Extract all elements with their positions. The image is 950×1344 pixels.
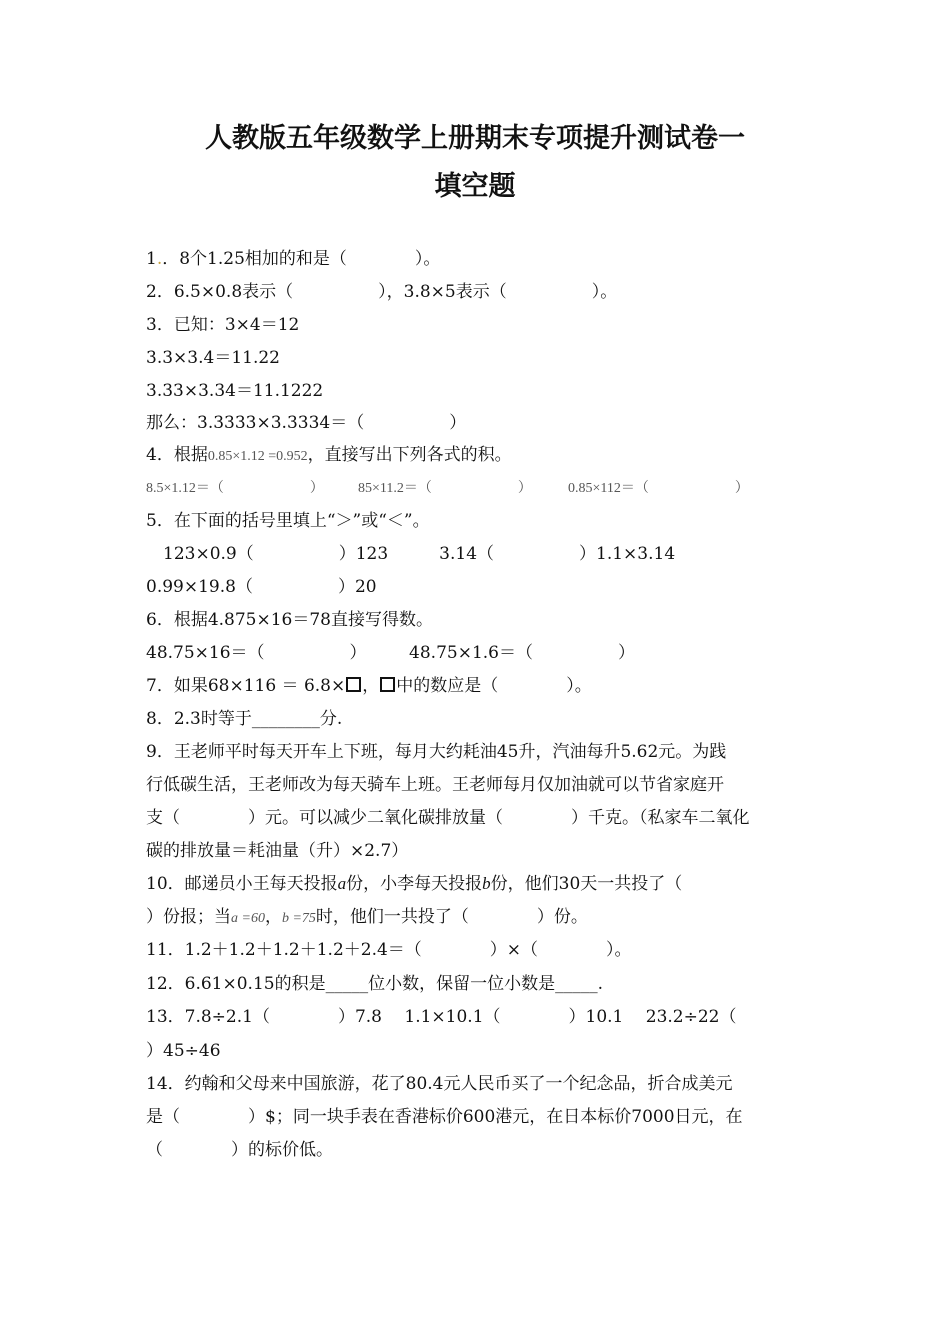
question-1 (146, 248, 440, 270)
q10-text-b: 份，小李每天投报 (346, 874, 483, 894)
q10-separator: ， (264, 907, 282, 927)
question-14-line-2: 是（ ）$；同一块手表在香港标价600港元，在日本标价7000日元，在 (146, 1107, 743, 1127)
question-3-line-3: 3.33×3.34＝11.1222 (146, 381, 324, 401)
question-11: 11．1.2＋1.2＋1.2＋1.2＋2.4＝（ ）×（ ）。 (146, 940, 632, 960)
q4-formula: 0.85×1.12 =0.952 (207, 449, 308, 464)
question-13-line-1: 13．7.8÷2.1（ ）7.8 1.1×10.1（ ）10.1 23.2÷22（ (146, 1007, 737, 1027)
q4-expr-3-text: 0.85×112＝（ (568, 481, 649, 496)
q1-dot: . (156, 249, 163, 269)
q4-expr-1-text: 8.5×1.12＝（ (146, 481, 224, 496)
question-6-line-1: 6．根据4.875×16＝78直接写得数。 (146, 610, 433, 630)
q10-var-a: a (337, 874, 347, 893)
question-9-line-1: 9．王老师平时每天开车上下班，每月大约耗油45升，汽油每升5.62元。为践 (146, 742, 727, 762)
q7-part-a: 7．如果68×116 ＝ 6.8× (146, 676, 346, 696)
question-3-line-2: 3.3×3.4＝11.22 (146, 348, 280, 368)
question-4 (146, 444, 512, 468)
page-subtitle: 填空题 (434, 171, 516, 202)
question-14-line-3: （ ）的标价低。 (146, 1140, 333, 1160)
q10-text-e: 时，他们一共投了（ ）份。 (315, 907, 588, 927)
question-3-line-4: 那么：3.3333×3.3334＝（ ） (146, 413, 467, 433)
question-9-line-4: 碳的排放量＝耗油量（升）×2.7） (146, 841, 409, 861)
q10-var-b: b (482, 874, 491, 893)
q7-part-b: ， (362, 676, 380, 696)
q7-part-c: 中的数应是（ ）。 (396, 676, 592, 696)
question-9-line-2: 行低碳生活，王老师改为每天骑车上班。王老师每月仅加油就可以节省家庭开 (146, 775, 724, 795)
q1-text: ．8个1.25相加的和是（ ）。 (162, 249, 441, 269)
question-3-line-1: 3．已知：3×4＝12 (146, 315, 300, 335)
q4-expr-2-text: 85×11.2＝（ (358, 481, 432, 496)
question-10-line-1 (146, 873, 682, 895)
question-14-line-1: 14．约翰和父母来中国旅游，花了80.4元人民币买了一个纪念品，折合成美元 (146, 1074, 733, 1094)
q4-suffix: ，直接写出下列各式的积。 (307, 445, 512, 465)
question-13-line-2: ）45÷46 (146, 1041, 221, 1061)
question-10-line-2 (146, 906, 588, 930)
question-12: 12．6.61×0.15的积是_____位小数，保留一位小数是_____. (146, 974, 603, 994)
q4-expr-1-close: ） (309, 481, 324, 496)
question-9-line-3: 支（ ）元。可以减少二氧化碳排放量（ ）千克。（私家车二氧化 (146, 808, 750, 828)
q4-expr-2 (358, 478, 532, 500)
q10-text-d: ）份报；当 (146, 907, 231, 927)
q10-cond-b: b =75 (281, 911, 316, 926)
q4-prefix: 4．根据 (146, 445, 208, 465)
question-8: 8．2.3时等于________分. (146, 709, 343, 729)
q10-text-a: 10．邮递员小王每天投报 (146, 874, 338, 894)
question-5-line-2: 123×0.9（ ）123 3.14（ ）1.1×3.14 (146, 544, 676, 564)
q4-expr-3-close: ） (734, 481, 749, 496)
question-2: 2．6.5×0.8表示（ ），3.8×5表示（ ）。 (146, 282, 618, 302)
q10-text-c: 份，他们30天一共投了（ (490, 874, 683, 894)
question-5-line-1: 5．在下面的括号里填上“＞”或“＜”。 (146, 511, 430, 531)
question-6-line-2: 48.75×16＝（ ） 48.75×1.6＝（ ） (146, 643, 635, 663)
q1-number: 1 (146, 249, 157, 269)
q4-expr-1 (146, 478, 324, 500)
q4-expr-2-close: ） (517, 481, 532, 496)
page-title: 人教版五年级数学上册期末专项提升测试卷一 (205, 123, 745, 154)
square-box-icon (380, 677, 395, 692)
q10-cond-a: a =60 (231, 911, 265, 926)
question-7 (146, 675, 592, 697)
square-box-icon (346, 677, 361, 692)
question-5-line-3: 0.99×19.8（ ）20 (146, 577, 377, 597)
q4-expr-3 (568, 478, 749, 500)
